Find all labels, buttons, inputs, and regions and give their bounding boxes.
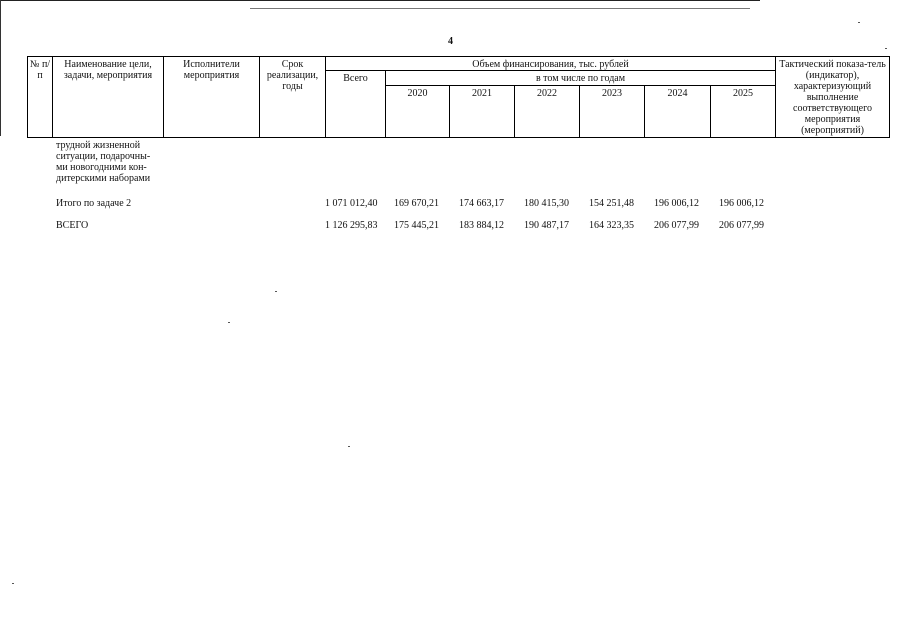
row-total: 1 071 012,40 xyxy=(325,198,378,209)
scan-speck xyxy=(348,446,350,447)
header-indicator: Тактический показа-тель (индикатор), характеризующий выполнение соответствующего мероприятия (мероприятий) xyxy=(775,56,890,138)
row-value-2024: 196 006,12 xyxy=(654,198,699,209)
scan-border-left xyxy=(0,0,1,136)
header-num: № п/п xyxy=(27,56,53,138)
header-by-years: в том числе по годам xyxy=(385,70,776,86)
row-label: ВСЕГО xyxy=(56,220,89,231)
header-executors: Исполнители мероприятия xyxy=(163,56,260,138)
scan-speck xyxy=(858,22,860,23)
header-name: Наименование цели, задачи, мероприятия xyxy=(52,56,164,138)
row-value-2021: 183 884,12 xyxy=(459,220,504,231)
header-year-2025: 2025 xyxy=(710,85,776,138)
header-year-2021: 2021 xyxy=(449,85,515,138)
page-number: 4 xyxy=(448,36,453,47)
header-financing: Объем финансирования, тыс. рублей xyxy=(325,56,776,71)
header-year-2020: 2020 xyxy=(385,85,450,138)
row-value-2023: 164 323,35 xyxy=(589,220,634,231)
row-value-2022: 180 415,30 xyxy=(524,198,569,209)
scan-speck xyxy=(12,583,14,584)
row-value-2020: 169 670,21 xyxy=(394,198,439,209)
continuation-text: трудной жизненной ситуации, подарочны-ми новогодними кон-дитерскими наборами xyxy=(56,140,151,184)
row-value-2024: 206 077,99 xyxy=(654,220,699,231)
row-label: Итого по задаче 2 xyxy=(56,198,132,209)
scan-speck xyxy=(885,48,887,49)
row-value-2022: 190 487,17 xyxy=(524,220,569,231)
scan-speck xyxy=(228,322,230,323)
scan-border-top-faint xyxy=(250,8,750,9)
header-term: Срок реализации, годы xyxy=(259,56,326,138)
header-total: Всего xyxy=(325,70,386,138)
header-year-2023: 2023 xyxy=(579,85,645,138)
row-total: 1 126 295,83 xyxy=(325,220,378,231)
header-year-2022: 2022 xyxy=(514,85,580,138)
row-value-2020: 175 445,21 xyxy=(394,220,439,231)
header-year-2024: 2024 xyxy=(644,85,711,138)
row-value-2021: 174 663,17 xyxy=(459,198,504,209)
row-value-2025: 206 077,99 xyxy=(719,220,764,231)
row-value-2025: 196 006,12 xyxy=(719,198,764,209)
row-value-2023: 154 251,48 xyxy=(589,198,634,209)
scan-speck xyxy=(275,291,277,292)
scan-border-top xyxy=(0,0,760,1)
